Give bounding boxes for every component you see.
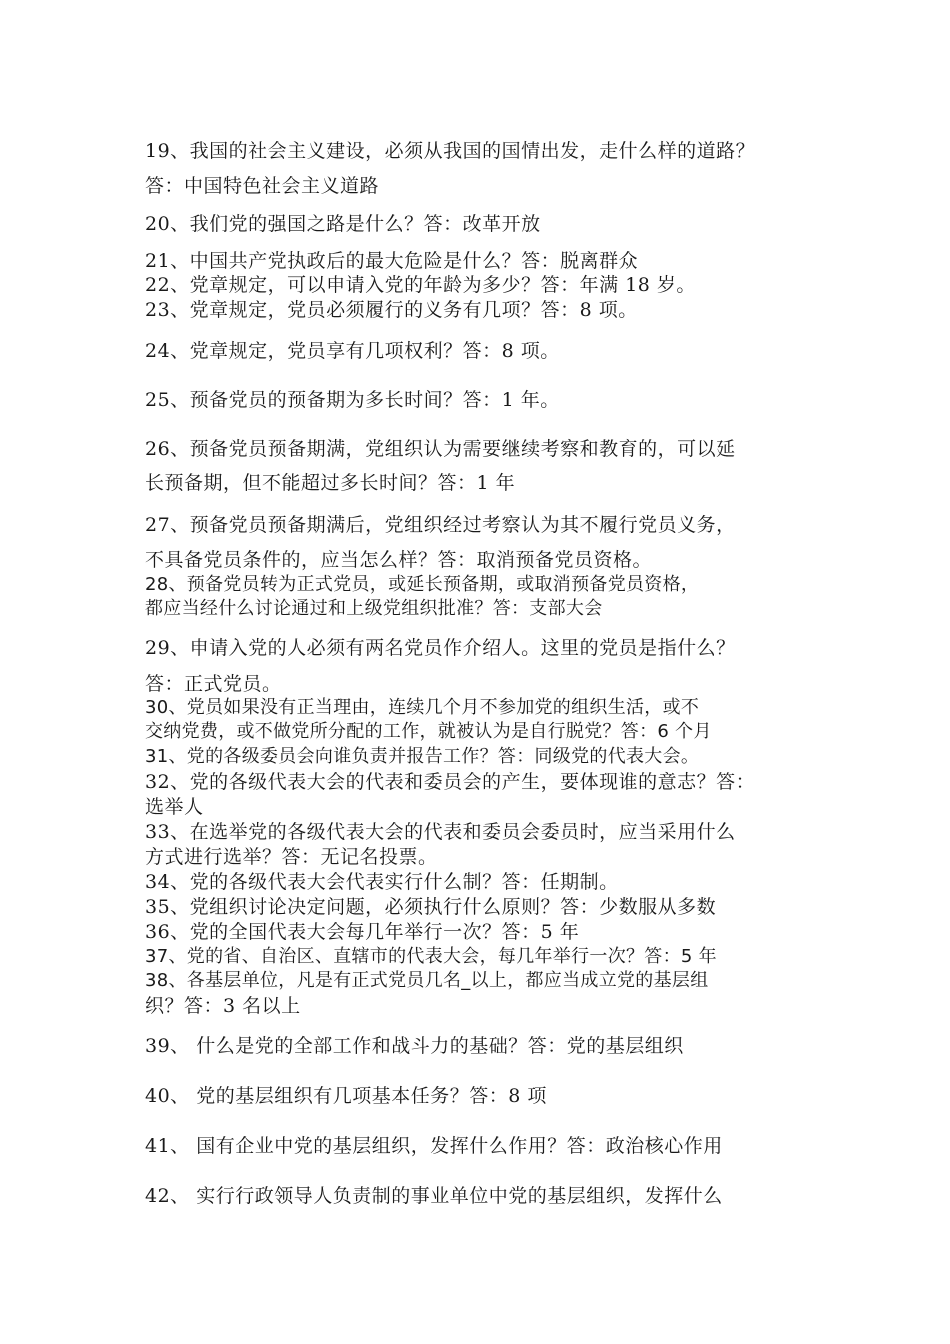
- question-41: 41、 国有企业中党的基层组织，发挥什么作用？答：政治核心作用: [145, 1135, 723, 1157]
- question-23: 23、党章规定，党员必须履行的义务有几项？答：8 项。: [145, 299, 638, 321]
- question-42-line-1: 42、 实行行政领导人负责制的事业单位中党的基层组织，发挥什么: [145, 1185, 723, 1207]
- question-37: 37、党的省、自治区、直辖市的代表大会，每几年举行一次？答：5 年: [145, 946, 717, 967]
- question-30-line-2: 交纳党费，或不做党所分配的工作，就被认为是自行脱党？答：6 个月: [145, 721, 712, 742]
- question-33-line-1: 33、在选举党的各级代表大会的代表和委员会委员时，应当采用什么: [145, 821, 736, 843]
- question-32-line-1: 32、党的各级代表大会的代表和委员会的产生，要体现谁的意志？答：: [145, 771, 756, 793]
- question-34: 34、党的各级代表大会代表实行什么制？答：任期制。: [145, 871, 619, 893]
- question-31: 31、党的各级委员会向谁负责并报告工作？答：同级党的代表大会。: [145, 746, 700, 767]
- question-26-line-1: 26、预备党员预备期满，党组织认为需要继续考察和教育的，可以延: [145, 438, 736, 460]
- question-20: 20、我们党的强国之路是什么？答：改革开放: [145, 213, 541, 235]
- question-24: 24、党章规定，党员享有几项权利？答：8 项。: [145, 340, 560, 362]
- question-19-line-1: 19、我国的社会主义建设，必须从我国的国情出发，走什么样的道路？: [145, 140, 756, 162]
- answer-32: 选举人: [145, 796, 204, 818]
- question-27-line-2: 不具备党员条件的，应当怎么样？答：取消预备党员资格。: [145, 549, 653, 571]
- question-38-line-1: 38、各基层单位，凡是有正式党员几名_以上，都应当成立党的基层组: [145, 970, 709, 991]
- question-26-line-2: 长预备期，但不能超过多长时间？答：1 年: [145, 472, 516, 494]
- question-25: 25、预备党员的预备期为多长时间？答：1 年。: [145, 389, 560, 411]
- question-36: 36、党的全国代表大会每几年举行一次？答：5 年: [145, 921, 580, 943]
- question-28-line-1: 28、预备党员转为正式党员，或延长预备期，或取消预备党员资格，: [145, 574, 700, 595]
- answer-19: 答：中国特色社会主义道路: [145, 175, 380, 197]
- question-40: 40、 党的基层组织有几项基本任务？答：8 项: [145, 1085, 547, 1107]
- question-27-line-1: 27、预备党员预备期满后，党组织经过考察认为其不履行党员义务，: [145, 514, 736, 536]
- question-30-line-1: 30、党员如果没有正当理由，连续几个月不参加党的组织生活，或不: [145, 697, 700, 718]
- question-22: 22、党章规定，可以申请入党的年龄为多少？答：年满 18 岁。: [145, 274, 696, 296]
- question-21: 21、中国共产党执政后的最大危险是什么？答：脱离群众: [145, 250, 639, 272]
- question-33-line-2: 方式进行选举？答：无记名投票。: [145, 846, 438, 868]
- question-28-line-2: 都应当经什么讨论通过和上级党组织批准？答：支部大会: [145, 598, 603, 619]
- answer-29: 答：正式党员。: [145, 673, 282, 695]
- question-29-line-1: 29、申请入党的人必须有两名党员作介绍人。这里的党员是指什么？: [145, 637, 736, 659]
- question-35: 35、党组织讨论决定问题，必须执行什么原则？答：少数服从多数: [145, 896, 717, 918]
- question-38-line-2: 织？答：3 名以上: [145, 995, 301, 1017]
- question-39: 39、 什么是党的全部工作和战斗力的基础？答：党的基层组织: [145, 1035, 684, 1057]
